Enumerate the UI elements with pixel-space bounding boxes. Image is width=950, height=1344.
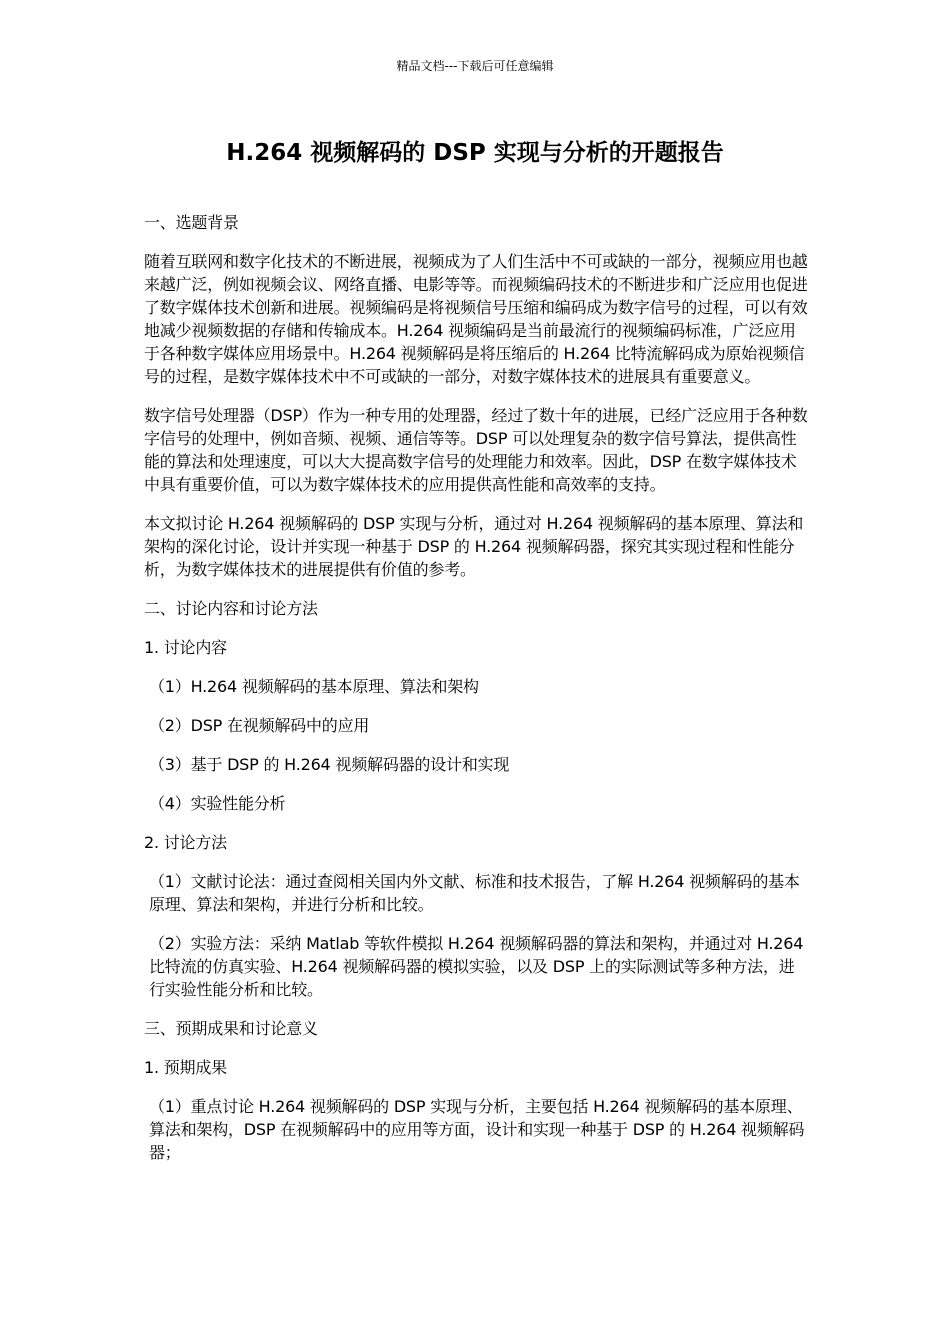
section-heading-background: 一、选题背景	[144, 213, 239, 232]
list-item: （1）重点讨论 H.264 视频解码的 DSP 实现与分析，主要包括 H.264 视频解码的基本原理、算法和架构，DSP 在视频解码中的应用等方面，设计和实现一种基于 DSP 的 H.264 视频解码器；	[149, 1097, 805, 1162]
list-item: （2）实验方法：采纳 Matlab 等软件模拟 H.264 视频解码器的算法和架构，并通过对 H.264 比特流的仿真实验、H.264 视频解码器的模拟实验，以及 DSP 上的实际测试等多种方法，进行实验性能分析和比较。	[149, 934, 804, 999]
subheading-expected-outcomes: 1. 预期成果	[144, 1058, 227, 1077]
subheading-content: 1. 讨论内容	[144, 638, 227, 657]
list-item: （3）基于 DSP 的 H.264 视频解码器的设计和实现	[149, 755, 510, 774]
list-item: （2）DSP 在视频解码中的应用	[149, 716, 370, 735]
list-item: （1）文献讨论法：通过查阅相关国内外文献、标准和技术报告，了解 H.264 视频解码的基本原理、算法和架构，并进行分析和比较。	[149, 872, 800, 914]
paragraph-background-2: 数字信号处理器（DSP）作为一种专用的处理器，经过了数十年的进展，已经广泛应用于各种数字信号的处理中，例如音频、视频、通信等等。DSP 可以处理复杂的数字信号算法，提供高性能的算法和处理速度，可以大大提高数字信号的处理能力和效率。因此，DSP 在数字媒体技术中具有重要价值，可以为数字媒体技术的应用提供高性能和高效率的支持。	[144, 406, 808, 494]
document-body	[144, 211, 808, 1180]
header-note: 精品文档---下载后可任意编辑	[396, 59, 554, 73]
subheading-methods: 2. 讨论方法	[144, 833, 227, 852]
section-heading-content-methods: 二、讨论内容和讨论方法	[144, 599, 318, 618]
list-item: （1）H.264 视频解码的基本原理、算法和架构	[149, 677, 479, 696]
paragraph-background-3: 本文拟讨论 H.264 视频解码的 DSP 实现与分析，通过对 H.264 视频解码的基本原理、算法和架构的深化讨论，设计并实现一种基于 DSP 的 H.264 视频解码器，探究其实现过程和性能分析，为数字媒体技术的进展提供有价值的参考。	[144, 514, 804, 579]
document-title: H.264 视频解码的 DSP 实现与分析的开题报告	[226, 140, 724, 166]
section-heading-outcomes: 三、预期成果和讨论意义	[144, 1019, 318, 1038]
list-item: （4）实验性能分析	[149, 794, 286, 813]
paragraph-background-1: 随着互联网和数字化技术的不断进展，视频成为了人们生活中不可或缺的一部分，视频应用也越来越广泛，例如视频会议、网络直播、电影等等。而视频编码技术的不断进步和广泛应用也促进了数字媒体技术创新和进展。视频编码是将视频信号压缩和编码成为数字信号的过程，可以有效地减少视频数据的存储和传输成本。H.264 视频编码是当前最流行的视频编码标准，广泛应用于各种数字媒体应用场景中。H.264 视频解码是将压缩后的 H.264 比特流解码成为原始视频信号的过程，是数字媒体技术中不可或缺的一部分，对数字媒体技术的进展具有重要意义。	[144, 252, 808, 386]
